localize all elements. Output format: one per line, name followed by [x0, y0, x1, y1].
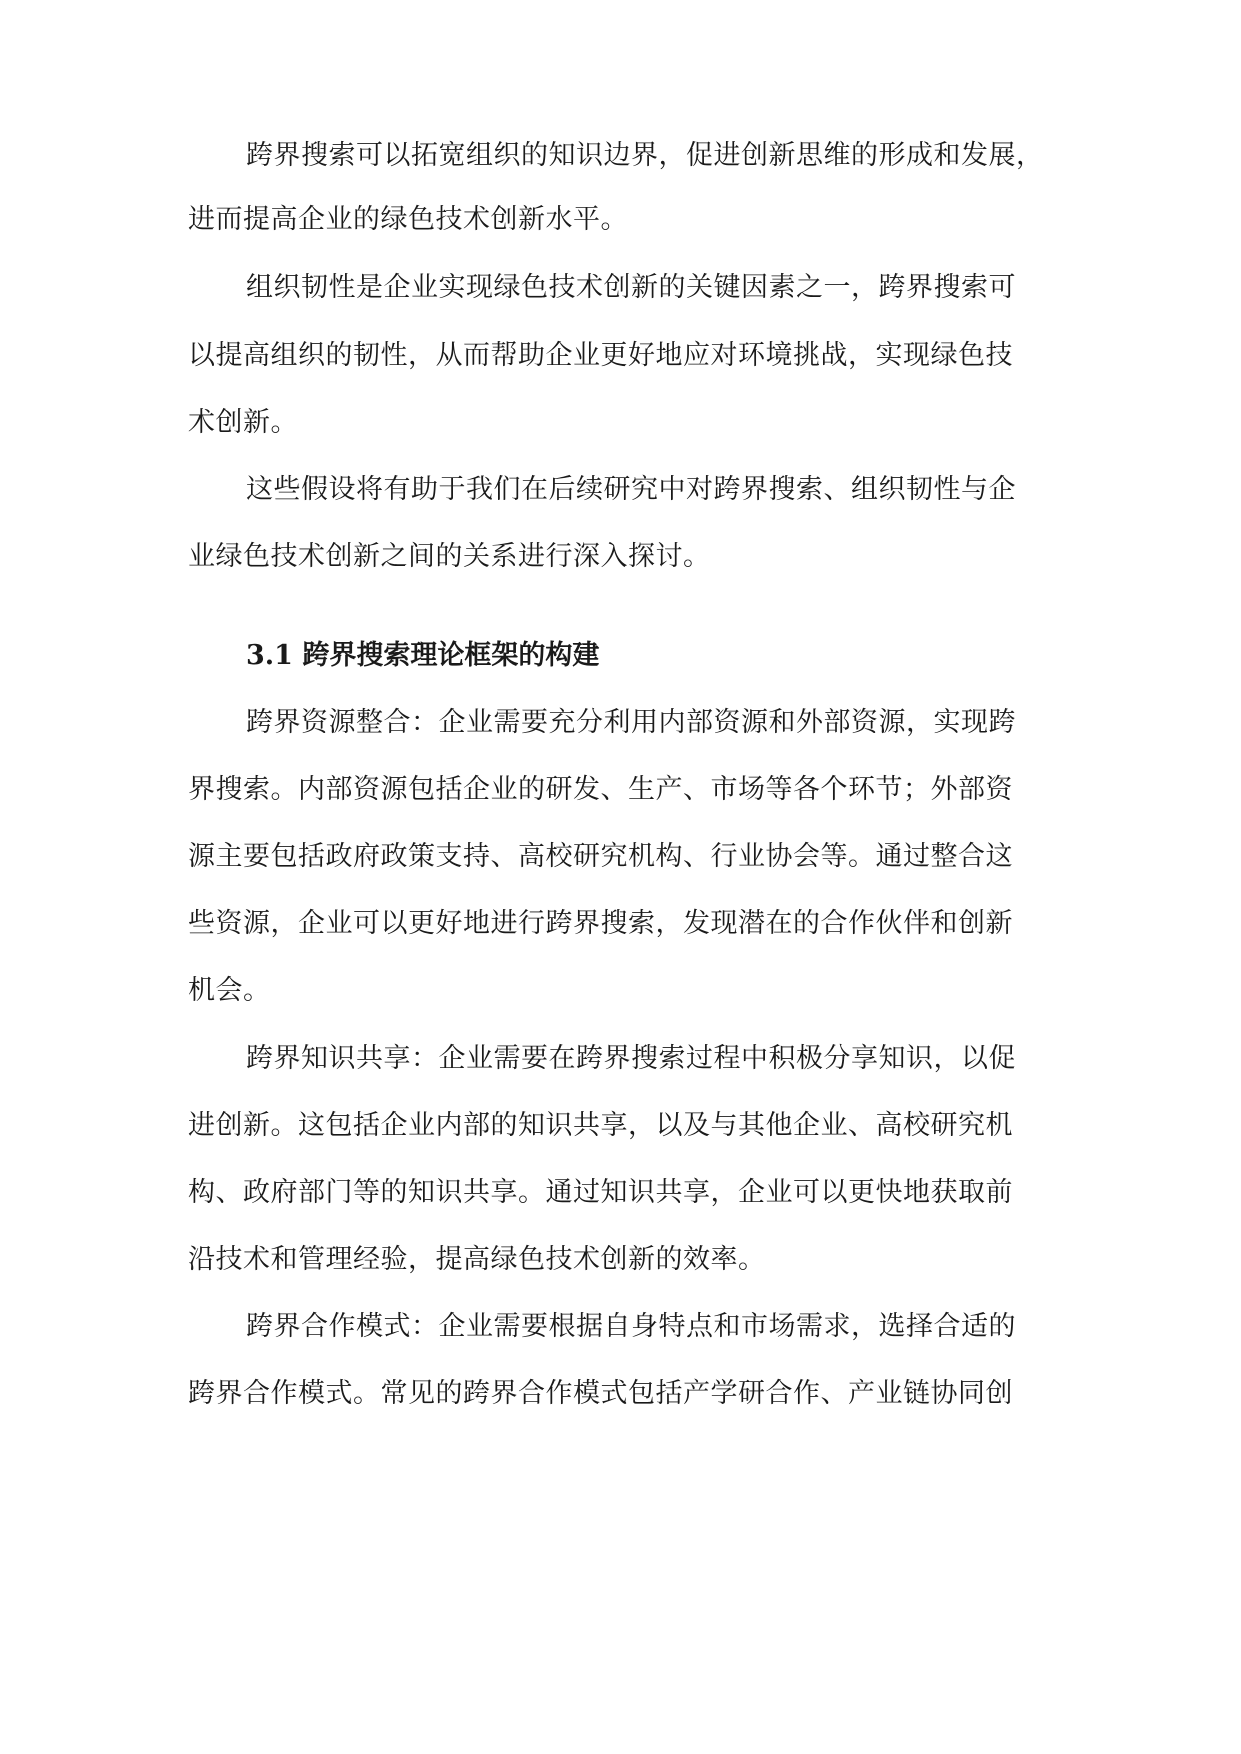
paragraph-2-line-2: 以提高组织的韧性，从而帮助企业更好地应对环境挑战，实现绿色技 [188, 340, 1013, 371]
paragraph-4-line-4: 些资源，企业可以更好地进行跨界搜索，发现潜在的合作伙伴和创新 [188, 908, 1013, 939]
paragraph-2-line-3: 术创新。 [188, 407, 298, 438]
paragraph-4-line-5: 机会。 [188, 975, 271, 1006]
paragraph-4-line-2: 界搜索。内部资源包括企业的研发、生产、市场等各个环节；外部资 [188, 774, 1013, 805]
paragraph-6-line-2: 跨界合作模式。常见的跨界合作模式包括产学研合作、产业链协同创 [188, 1378, 1013, 1409]
section-heading: 3.1 跨界搜索理论框架的构建 [246, 640, 600, 671]
paragraph-4-line-3: 源主要包括政府政策支持、高校研究机构、行业协会等。通过整合这 [188, 841, 1013, 872]
paragraph-4-line-1: 跨界资源整合：企业需要充分利用内部资源和外部资源，实现跨 [246, 707, 1016, 738]
paragraph-5-line-1: 跨界知识共享：企业需要在跨界搜索过程中积极分享知识，以促 [246, 1043, 1016, 1074]
paragraph-2-line-1: 组织韧性是企业实现绿色技术创新的关键因素之一，跨界搜索可 [246, 272, 1016, 303]
paragraph-1-line-1: 跨界搜索可以拓宽组织的知识边界，促进创新思维的形成和发展， [246, 140, 1044, 171]
paragraph-3-line-2: 业绿色技术创新之间的关系进行深入探讨。 [188, 541, 711, 572]
paragraph-1-line-2: 进而提高企业的绿色技术创新水平。 [188, 204, 628, 235]
paragraph-5-line-2: 进创新。这包括企业内部的知识共享，以及与其他企业、高校研究机 [188, 1110, 1013, 1141]
paragraph-6-line-1: 跨界合作模式：企业需要根据自身特点和市场需求，选择合适的 [246, 1311, 1016, 1342]
paragraph-5-line-4: 沿技术和管理经验，提高绿色技术创新的效率。 [188, 1244, 766, 1275]
paragraph-5-line-3: 构、政府部门等的知识共享。通过知识共享，企业可以更快地获取前 [188, 1177, 1013, 1208]
paragraph-3-line-1: 这些假设将有助于我们在后续研究中对跨界搜索、组织韧性与企 [246, 474, 1016, 505]
